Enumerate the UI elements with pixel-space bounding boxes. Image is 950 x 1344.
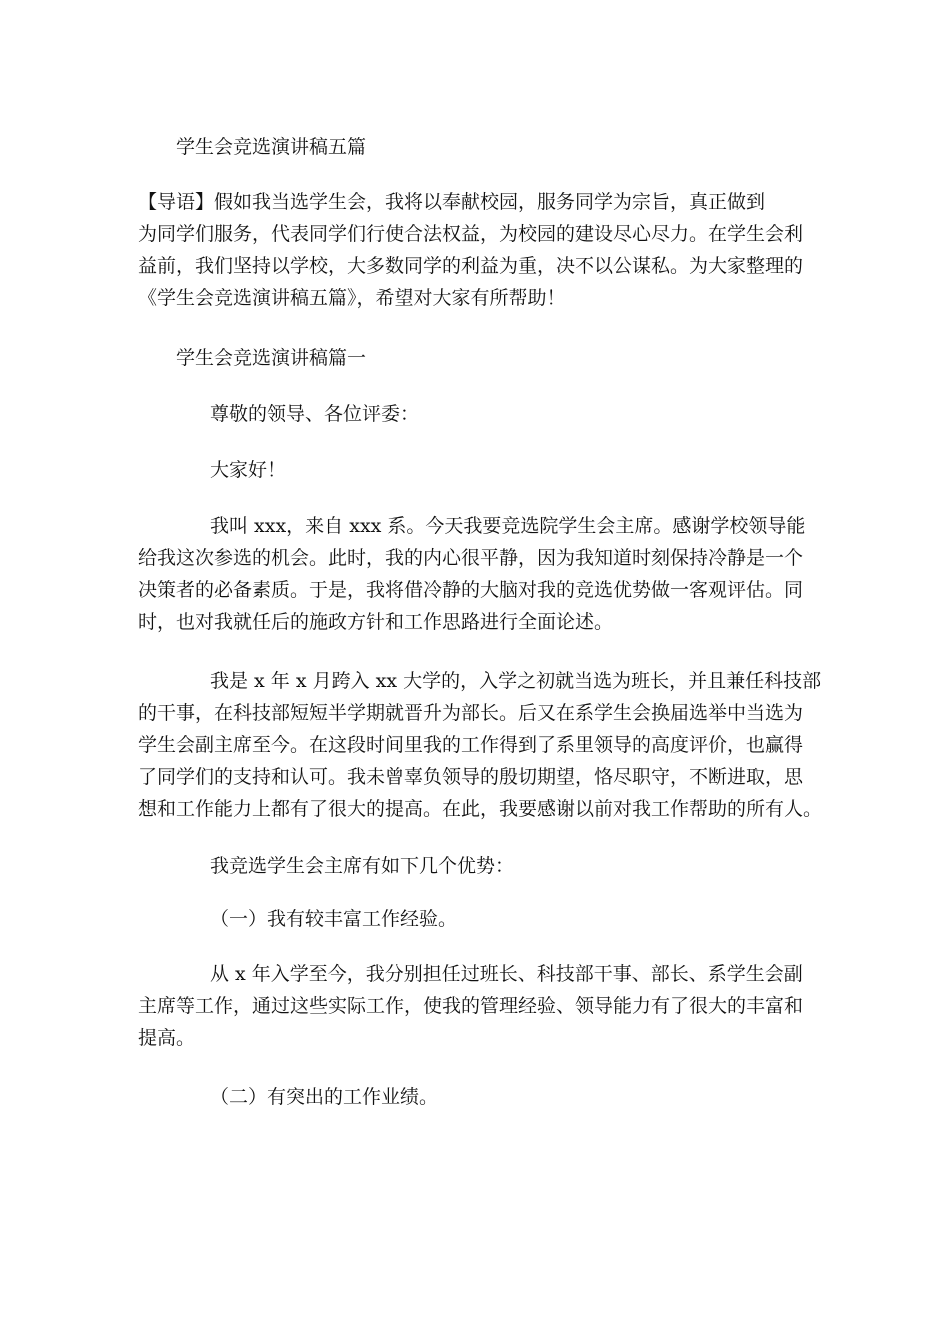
paragraph-line: 了同学们的支持和认可。我未曾辜负领导的殷切期望，恪尽职守，不断进取，思 — [138, 766, 804, 788]
advantages-intro: 我竞选学生会主席有如下几个优势： — [210, 855, 515, 877]
intro-line: 【导语】假如我当选学生会，我将以奉献校园，服务同学为宗旨，真正做到 — [138, 191, 766, 213]
paragraph-line: 时，也对我就任后的施政方针和工作思路进行全面论述。 — [138, 611, 614, 633]
intro-line: 为同学们服务，代表同学们行使合法权益，为校园的建设尽心尽力。在学生会利 — [138, 223, 804, 245]
point-2-title: （二）有突出的工作业绩。 — [210, 1086, 439, 1108]
paragraph-line: 的干事，在科技部短短半学期就晋升为部长。后又在系学生会换届选举中当选为 — [138, 702, 804, 724]
paragraph-line: 我是 x 年 x 月跨入 xx 大学的，入学之初就当选为班长，并且兼任科技部 — [210, 670, 822, 692]
paragraph-line: 主席等工作，通过这些实际工作，使我的管理经验、领导能力有了很大的丰富和 — [138, 995, 804, 1017]
paragraph-1 — [138, 510, 818, 638]
intro-line: 益前，我们坚持以学校，大多数同学的利益为重，决不以公谋私。为大家整理的 — [138, 255, 804, 277]
paragraph-line: 决策者的必备素质。于是，我将借冷静的大脑对我的竞选优势做一客观评估。同 — [138, 579, 804, 601]
paragraph-2 — [138, 665, 823, 825]
paragraph-line: 学生会副主席至今。在这段时间里我的工作得到了系里领导的高度评价，也赢得 — [138, 734, 804, 756]
paragraph-line: 我叫 xxx，来自 xxx 系。今天我要竞选院学生会主席。感谢学校领导能 — [210, 515, 806, 537]
section-title: 学生会竞选演讲稿篇一 — [176, 347, 367, 369]
intro-paragraph — [138, 186, 818, 314]
document-title: 学生会竞选演讲稿五篇 — [176, 136, 367, 158]
paragraph-line: 提高。 — [138, 1027, 196, 1049]
point-1-paragraph — [138, 958, 818, 1054]
salutation: 尊敬的领导、各位评委： — [210, 403, 420, 425]
greeting: 大家好！ — [210, 459, 287, 481]
paragraph-line: 想和工作能力上都有了很大的提高。在此，我要感谢以前对我工作帮助的所有人。 — [138, 798, 823, 820]
paragraph-line: 从 x 年入学至今，我分别担任过班长、科技部干事、部长、系学生会副 — [210, 963, 803, 985]
paragraph-line: 给我这次参选的机会。此时，我的内心很平静，因为我知道时刻保持冷静是一个 — [138, 547, 804, 569]
point-1-title: （一）我有较丰富工作经验。 — [210, 908, 458, 930]
intro-line: 《学生会竞选演讲稿五篇》，希望对大家有所帮助！ — [138, 287, 566, 309]
